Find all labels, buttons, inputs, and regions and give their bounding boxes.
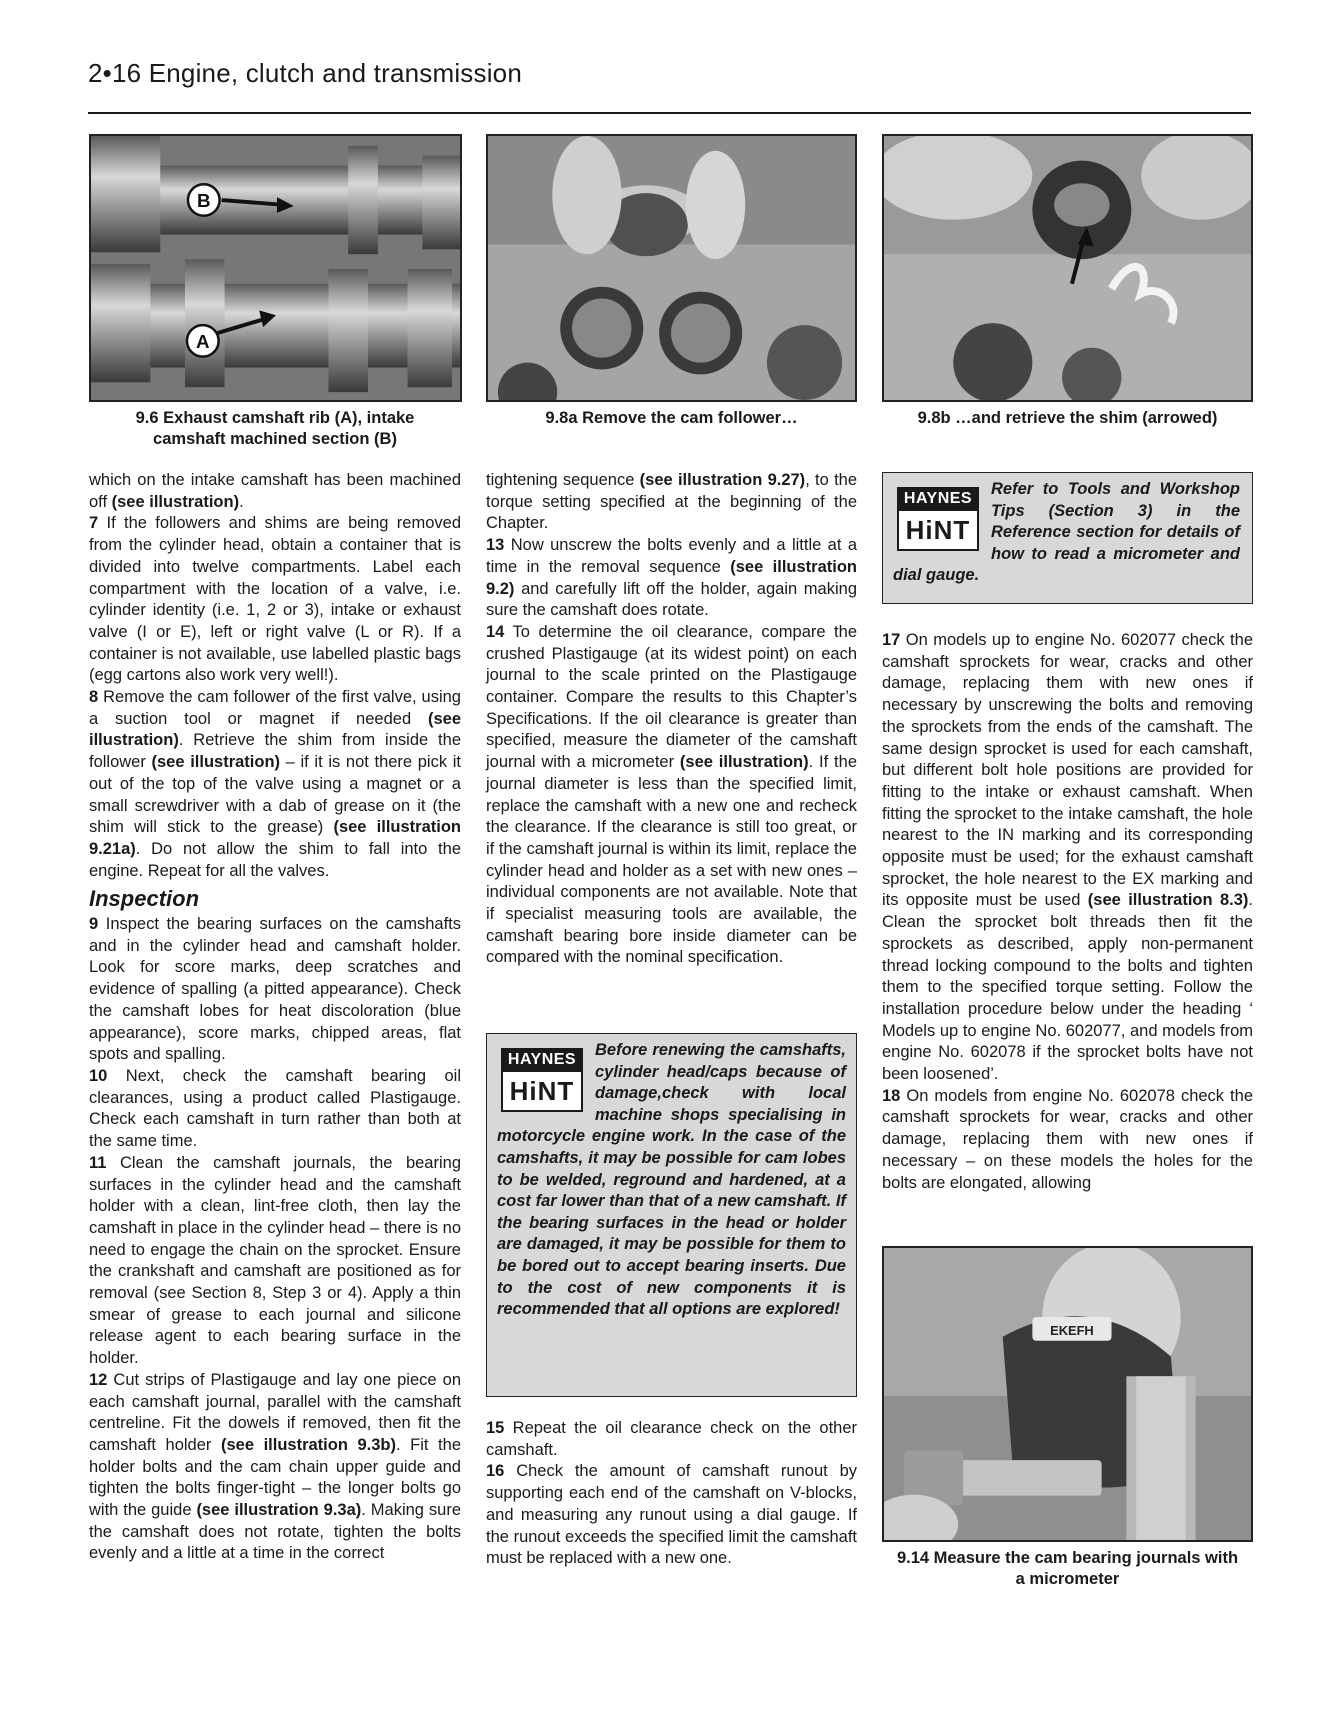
paragraph-9: 9 Inspect the bearing surfaces on the camshafts and in the cylinder head and camshaft holder. Look for score marks, deep scratches and evidence of spalling (a pitted appearance). Check the camshaft lobes for heat discoloration (blue appearance), score marks, chipped areas, flat spots and spalling. (89, 915, 461, 1064)
haynes-hint-box-1 (882, 472, 1253, 604)
paragraph-13: 13 Now unscrew the bolts evenly and a little at a time in the removal sequence (see illustration 9.2) and carefully lift off the holder, again making sure the camshaft does rotate. (486, 536, 857, 620)
paragraph-17: 17 On models up to engine No. 602077 check the camshaft sprockets for wear, cracks and other damage, replacing them with new ones if necessary by unscrewing the bolts and removing the sprockets from the ends of the camshaft. The same design sprocket is used for each camshaft, but different bolt hole positions are provided for fitting to the intake or exhaust camshaft. When fitting the sprocket to the intake camshaft, the hole nearest to the IN marking and its corresponding opposite must be used; for the exhaust camshaft sprocket, the hole nearest to the EX marking and its opposite must be used (see illustration 8.3). Clean the sprocket bolt threads then fit the sprockets as described, apply non-permanent thread locking compound to the bolts and tighten them to the specified torque setting. Follow the installation procedure below under the heading ‘ Models up to engine No. 602077, and models from engine No. 602078 if the sprocket bolts have not been loosened’. (882, 631, 1253, 1084)
photo-camshafts (89, 134, 462, 402)
paragraph-15: 15 Repeat the oil clearance check on the other camshaft. (486, 1419, 857, 1459)
paragraph-continued-2: tightening sequence (see illustration 9.27), to the torque setting specified at the beginning of the Chapter. (486, 471, 858, 533)
label-b: B (196, 189, 211, 211)
heading-inspection: Inspection (89, 886, 200, 912)
photo-cam-follower (486, 134, 857, 402)
column-2-bottom (486, 1418, 857, 1570)
gauge-label: EKEFH (1050, 1322, 1094, 1338)
paragraph-continued: which on the intake camshaft has been machined off (see illustration). (89, 471, 461, 511)
paragraph-10: 10 Next, check the camshaft bearing oil clearances, using a product called Plastigauge. Check each camshaft in turn rather than both at the same time. (89, 1066, 461, 1151)
haynes-hint-logo: HAYNES HiNT (501, 1048, 583, 1114)
label-a: A (196, 330, 210, 352)
paragraph-12: 12 Cut strips of Plastigauge and lay one piece on each camshaft journal, parallel with the camshaft centreline. Fit the dowels if removed, then fit the camshaft holder (see illustration 9.3b). Fit the holder bolts and the cam chain upper guide and tighten the bolts finger-tight – the longer bolts go with the guide (see illustration 9.3a). Making sure the camshaft does not rotate, tighten the bolts evenly and a little at a time in the correct (89, 1370, 461, 1563)
haynes-hint-logo-1: HAYNES HiNT (897, 487, 979, 553)
cam-follower-illustration (488, 136, 855, 400)
header-rule (88, 112, 1251, 114)
hint-1-text: Refer to Tools and Workshop Tips (Section 3) in the Reference section for details of how to read a micrometer and dial gauge. (893, 480, 1240, 585)
paragraph-14: 14 To determine the oil clearance, compare the crushed Plastigauge (at its widest point) on each journal to the scale printed on the Plastigauge container. Compare the results to this Chapter’s Specifications. If the oil clearance is greater than specified, measure the diameter of the camshaft journal with a micrometer (see illustration). If the journal diameter is less than the specified limit, replace the camshaft with a new one and recheck the clearance. If the clearance is still too great, or if the camshaft journal is within its limit, replace the cylinder head and holder as a set with new ones – individual components are not available. Note that if specialist measuring tools are available, the camshaft bearing bore inside diameter can be compared with the nominal specification. (486, 622, 857, 967)
column-2 (486, 470, 857, 969)
caption-9-8b: 9.8b …and retrieve the shim (arrowed) (917, 409, 1218, 427)
paragraph-11: 11 Clean the camshaft journals, the bearing surfaces in the cylinder head and the camshaft holder with a clean, lint-free cloth, then lay the camshaft in place in the cylinder head – there is no need to engage the chain on the sprocket. Ensure the crankshaft and camshaft are positioned as for removal (see Section 8, Step 3 or 4). Apply a thin smear of grease to each journal and silicone release agent to each bearing surface in the holder. (89, 1153, 461, 1368)
page-header: 2•16 Engine, clutch and transmission (88, 58, 522, 88)
column-1 (89, 470, 461, 1565)
camshafts-illustration (91, 136, 460, 400)
micrometer-illustration (884, 1248, 1251, 1540)
paragraph-16: 16 Check the amount of camshaft runout by supporting each end of the camshaft on V-blocks, and measuring any runout using a dial gauge. If the runout exceeds the specified limit the camshaft must be replaced with a new one. (486, 1462, 857, 1568)
haynes-hint-box-2 (486, 1033, 857, 1397)
photo-micrometer (882, 1246, 1253, 1542)
shim-illustration (884, 136, 1251, 400)
paragraph-7: 7 If the followers and shims are being removed from the cylinder head, obtain a container that is divided into twelve compartments. Label each compartment with the location of a valve, i.e. cylinder identity (i.e. 1, 2 or 3), intake or exhaust valve (I or E), left or right valve (L or R). If a container is not available, use labelled plastic bags (egg cartons also work very well!). (89, 514, 461, 685)
caption-9-14: 9.14 Measure the cam bearing journals with a micrometer (896, 1549, 1239, 1588)
caption-9-6: 9.6 Exhaust camshaft rib (A), intake camshaft machined section (B) (135, 409, 415, 448)
column-3 (882, 630, 1253, 1194)
caption-9-8a: 9.8a Remove the cam follower… (545, 409, 798, 427)
photo-shim (882, 134, 1253, 402)
hint-2-text: Before renewing the camshafts, cylinder head/caps because of damage,check with local machine shops specialising in motorcycle engine work. In the case of the camshafts, it may be possible for cam lobes to be welded, reground and hardened, at a cost far lower than that of a new camshaft. If the bearing surfaces in the head or holder are damaged, it may be possible for them to be bored out to accept bearing inserts. Due to the cost of new components it is recommended that all options are explored! (497, 1041, 846, 1319)
paragraph-18: 18 On models from engine No. 602078 check the camshaft sprockets for wear, cracks and other damage, replacing them with new ones if necessary – on these models the holes for the bolts are elongated, allowing (882, 1086, 1253, 1192)
paragraph-8: 8 Remove the cam follower of the first valve, using a suction tool or magnet if needed (see illustration). Retrieve the shim from inside the follower (see illustration) – if it is not there pick it out of the top of the valve using a magnet or a small screwdriver with a dab of grease on it (the shim will stick to the grease) (see illustration 9.21a). Do not allow the shim to fall into the engine. Repeat for all the valves. (89, 688, 461, 880)
